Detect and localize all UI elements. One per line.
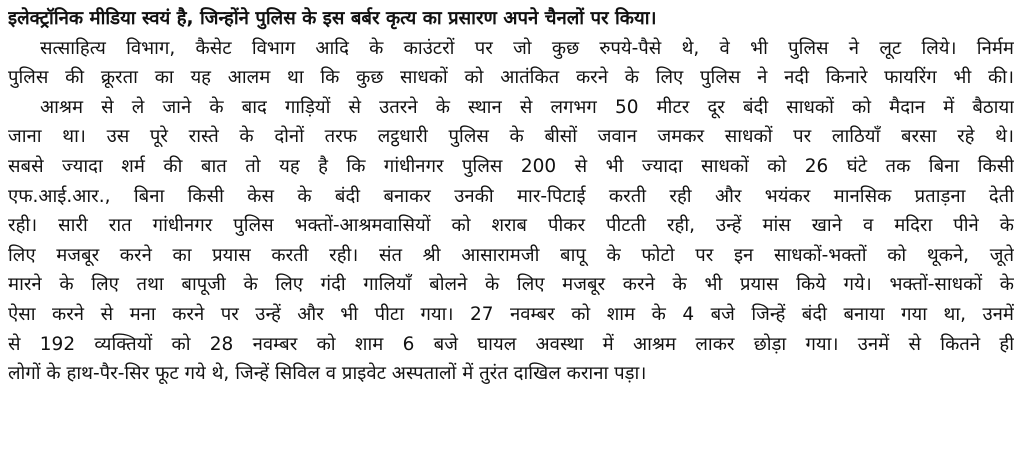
document-line-4: आश्रम से ले जाने के बाद गाड़ियों से उतरने के स्थान से लगभग 50 मीटर दूर बंदी साधकों को मैदान में बैठाया [40, 96, 1014, 118]
document-line-10: मारने के लिए तथा बापूजी के लिए गंदी गालियाँ बोलने के लिए मजबूर करने के भी प्रयास किये गये। भक्तों-साधकों के [8, 274, 1014, 296]
document-line-8: रही। सारी रात गांधीनगर पुलिस भक्तों-आश्रमवासियों को शराब पीकर पीटती रही, उन्हें मांस खाने व मदिरा पीने के [8, 215, 1014, 237]
document-line-11: ऐसा करने से मना करने पर उन्हें और भी पीटा गया। 27 नवम्बर को शाम के 4 बजे जिन्हें बंदी बनाया गया था, उनमें [8, 303, 1014, 325]
document-line-3: पुलिस की क्रूरता का यह आलम था कि कुछ साधकों को आतंकित करने के लिए पुलिस ने नदी किनारे फायरिंग भी की। [8, 67, 1014, 89]
document-line-7: एफ.आई.आर., बिना किसी केस के बंदी बनाकर उनकी मार-पिटाई करती रही और भयंकर मानसिक प्रताड़ना देती [8, 185, 1014, 207]
document-line-1: इलेक्ट्रॉनिक मीडिया स्वयं है, जिन्होंने पुलिस के इस बर्बर कृत्य का प्रसारण अपने चैनलों पर किया। [8, 8, 657, 29]
document-line-12: से 192 व्यक्तियों को 28 नवम्बर को शाम 6 बजे घायल अवस्था में आश्रम लाकर छोड़ा गया। उनमें से कितने ही [8, 333, 1014, 355]
document-line-2: सत्साहित्य विभाग, कैसेट विभाग आदि के काउंटरों पर जो कुछ रुपये-पैसे थे, वे भी पुलिस ने लूट लिये। निर्मम [40, 37, 1014, 59]
document-line-6: सबसे ज्यादा शर्म की बात तो यह है कि गांधीनगर पुलिस 200 से भी ज्यादा साधकों को 26 घंटे तक बिना किसी [8, 155, 1014, 177]
document-line-9: लिए मजबूर करने का प्रयास करती रही। संत श्री आसारामजी बापू के फोटो पर इन साधकों-भक्तों को थूकने, जूते [8, 244, 1014, 266]
document-line-13: लोगों के हाथ-पैर-सिर फूट गये थे, जिन्हें सिविल व प्राइवेट अस्पतालों में तुरंत दाखिल कराना पड़ा। [8, 363, 647, 385]
document-line-5: जाना था। उस पूरे रास्ते के दोनों तरफ लट्ठधारी पुलिस के बीसों जवान जमकर साधकों पर लाठियाँ बरसा रहे थे। [8, 126, 1014, 148]
